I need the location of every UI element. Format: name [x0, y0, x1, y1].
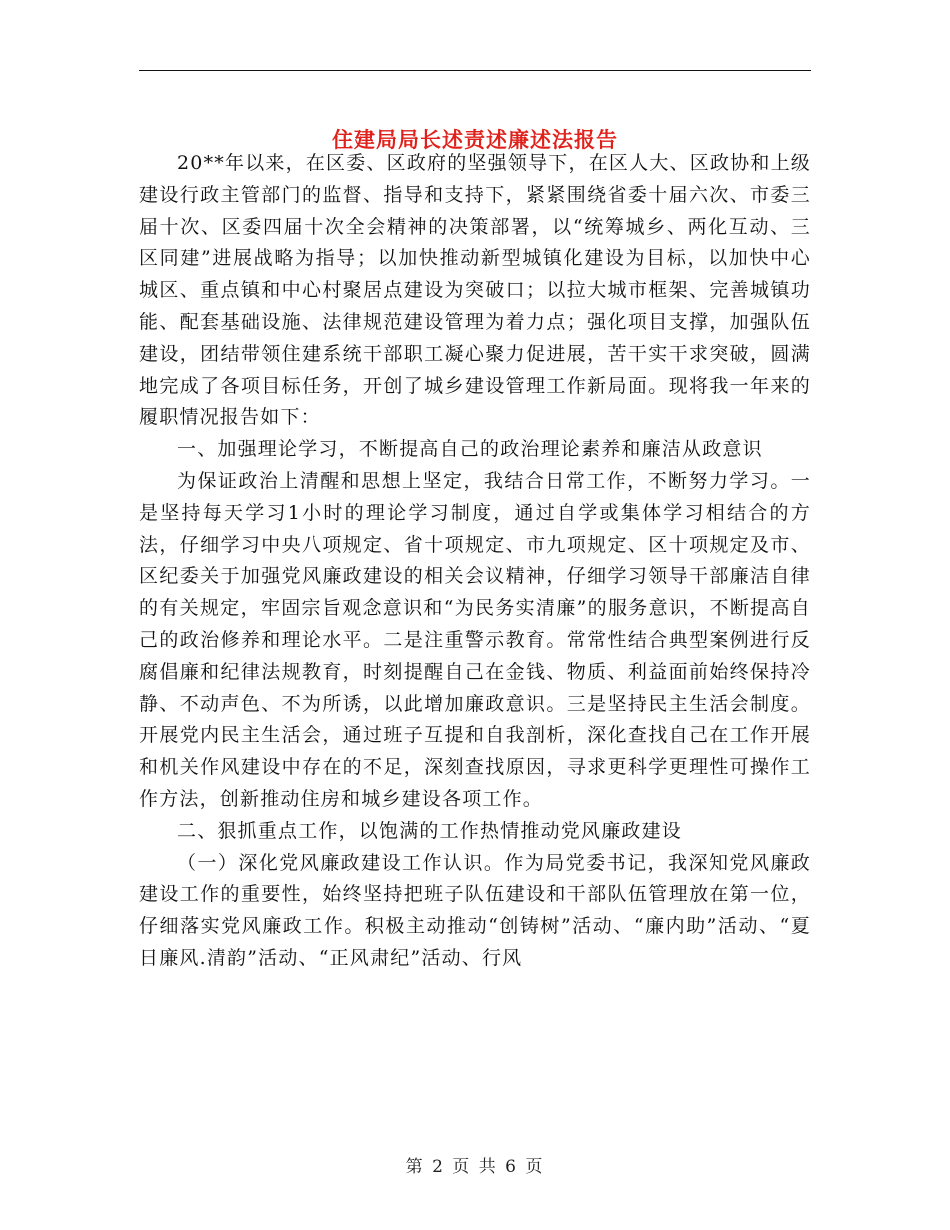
paragraph-section-1: 为保证政治上清醒和思想上坚定，我结合日常工作，不断努力学习。一是坚持每天学习1小时的理论学习制度，通过自学或集体学习相结合的方法，仔细学习中央八项规定、省十项规定、市九项规定、区十项规定及市、区纪委关于加强党风廉政建设的相关会议精神，仔细学习领导干部廉洁自律的有关规定，牢固宗旨观念意识和“为民务实清廉”的服务意识，不断提高自己的政治修养和理论水平。二是注重警示教育。常常性结合典型案例进行反腐倡廉和纪律法规教育，时刻提醒自己在金钱、物质、利益面前始终保持冷静、不动声色、不为所诱，以此增加廉政意识。三是坚持民主生活会制度。开展党内民主生活会，通过班子互提和自我剖析，深化查找自己在工作开展和机关作风建设中存在的不足，深刻查找原因，寻求更科学更理性可操作工作方法，创新推动住房和城乡建设各项工作。: [139, 469, 811, 810]
header-rule: [139, 70, 811, 71]
document-title: 住建局局长述责述廉述法报告: [332, 127, 618, 153]
document-body: [139, 148, 811, 975]
paragraph-subsection-1: （一）深化党风廉政建设工作认识。作为局党委书记，我深知党风廉政建设工作的重要性，始终坚持把班子队伍建设和干部队伍管理放在第一位，仔细落实党风廉政工作。积极主动推动“创铸树”活动、“廉内助”活动、“夏日廉风.清韵”活动、“正风肃纪”活动、行风: [139, 851, 811, 969]
section-heading-2: 二、狠抓重点工作，以饱满的工作热情推动党风廉政建设: [177, 819, 683, 842]
page-number: 第 2 页 共 6 页: [405, 1157, 545, 1177]
section-heading-1: 一、加强理论学习，不断提高自己的政治理论素养和廉洁从政意识: [177, 438, 763, 461]
paragraph-intro: 20**年以来，在区委、区政府的坚强领导下，在区人大、区政协和上级建设行政主管部门的监督、指导和支持下，紧紧围绕省委十届六次、市委三届十次、区委四届十次全会精神的决策部署，以“统筹城乡、两化互动、三区同建”进展战略为指导；以加快推动新型城镇化建设为目标，以加快中心城区、重点镇和中心村聚居点建设为突破口；以拉大城市框架、完善城镇功能、配套基础设施、法律规范建设管理为着力点；强化项目支撑，加强队伍建设，团结带领住建系统干部职工凝心聚力促进展，苦干实干求突破，圆满地完成了各项目标任务，开创了城乡建设管理工作新局面。现将我一年来的履职情况报告如下：: [139, 152, 811, 429]
